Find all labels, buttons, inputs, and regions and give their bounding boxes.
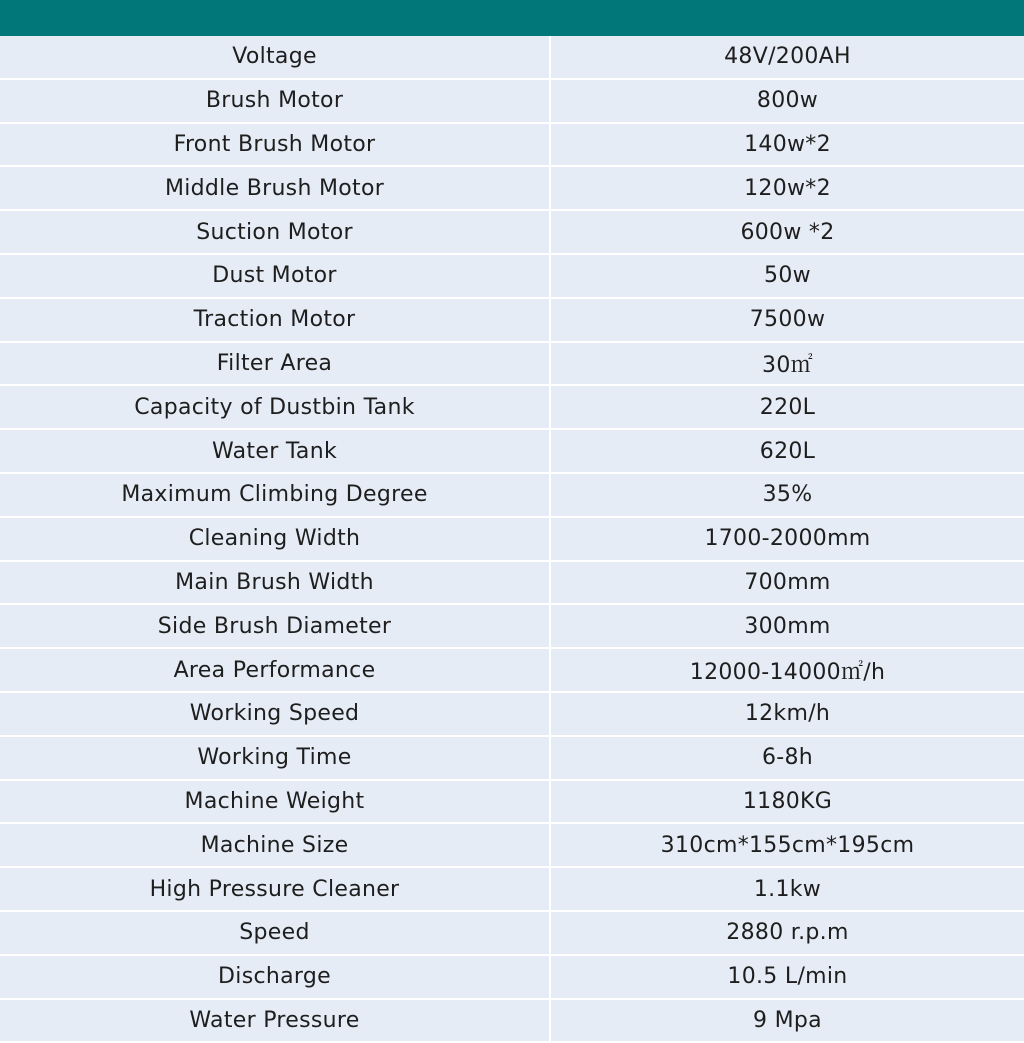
spec-label: Main Brush Width xyxy=(0,561,550,605)
spec-row xyxy=(0,210,1024,254)
spec-row xyxy=(0,648,1024,692)
spec-row xyxy=(0,166,1024,210)
spec-row xyxy=(0,385,1024,429)
spec-row xyxy=(0,517,1024,561)
spec-row xyxy=(0,604,1024,648)
spec-row xyxy=(0,955,1024,999)
spec-label: Water Pressure xyxy=(0,999,550,1043)
spec-label: Suction Motor xyxy=(0,210,550,254)
spec-value: 2880 r.p.m xyxy=(550,911,1024,955)
spec-value: 12000-14000㎡/h xyxy=(550,648,1024,692)
spec-value: 120w*2 xyxy=(550,166,1024,210)
spec-value: 1700-2000mm xyxy=(550,517,1024,561)
spec-row xyxy=(0,123,1024,167)
spec-row xyxy=(0,692,1024,736)
spec-row xyxy=(0,999,1024,1043)
spec-value: 10.5 L/min xyxy=(550,955,1024,999)
spec-value: 30㎡ xyxy=(550,342,1024,386)
spec-value: 310cm*155cm*195cm xyxy=(550,823,1024,867)
spec-row xyxy=(0,780,1024,824)
spec-label: High Pressure Cleaner xyxy=(0,867,550,911)
spec-label: Area Performance xyxy=(0,648,550,692)
spec-table xyxy=(0,36,1024,1043)
spec-row xyxy=(0,867,1024,911)
spec-label: Speed xyxy=(0,911,550,955)
spec-label: Capacity of Dustbin Tank xyxy=(0,385,550,429)
spec-row xyxy=(0,736,1024,780)
spec-value: 35% xyxy=(550,473,1024,517)
spec-label: Dust Motor xyxy=(0,254,550,298)
spec-label: Discharge xyxy=(0,955,550,999)
spec-label: Voltage xyxy=(0,36,550,79)
spec-value: 1180KG xyxy=(550,780,1024,824)
spec-table-body xyxy=(0,36,1024,1042)
spec-value: 300mm xyxy=(550,604,1024,648)
spec-value: 6-8h xyxy=(550,736,1024,780)
spec-row xyxy=(0,36,1024,79)
spec-label: Traction Motor xyxy=(0,298,550,342)
spec-row xyxy=(0,561,1024,605)
spec-label: Working Time xyxy=(0,736,550,780)
spec-value: 800w xyxy=(550,79,1024,123)
spec-row xyxy=(0,429,1024,473)
spec-label: Maximum Climbing Degree xyxy=(0,473,550,517)
spec-label: Middle Brush Motor xyxy=(0,166,550,210)
table-header-bar xyxy=(0,0,1024,36)
spec-row xyxy=(0,342,1024,386)
spec-row xyxy=(0,473,1024,517)
spec-label: Filter Area xyxy=(0,342,550,386)
spec-label: Machine Size xyxy=(0,823,550,867)
spec-value: 220L xyxy=(550,385,1024,429)
spec-value: 7500w xyxy=(550,298,1024,342)
spec-value: 1.1kw xyxy=(550,867,1024,911)
spec-row xyxy=(0,254,1024,298)
spec-row xyxy=(0,79,1024,123)
spec-label: Brush Motor xyxy=(0,79,550,123)
spec-label: Side Brush Diameter xyxy=(0,604,550,648)
spec-value: 620L xyxy=(550,429,1024,473)
spec-value: 700mm xyxy=(550,561,1024,605)
spec-row xyxy=(0,298,1024,342)
spec-label: Water Tank xyxy=(0,429,550,473)
spec-label: Front Brush Motor xyxy=(0,123,550,167)
spec-row xyxy=(0,823,1024,867)
spec-value: 12km/h xyxy=(550,692,1024,736)
spec-value: 9 Mpa xyxy=(550,999,1024,1043)
spec-label: Working Speed xyxy=(0,692,550,736)
spec-value: 48V/200AH xyxy=(550,36,1024,79)
spec-value: 50w xyxy=(550,254,1024,298)
spec-label: Machine Weight xyxy=(0,780,550,824)
spec-value: 600w *2 xyxy=(550,210,1024,254)
spec-row xyxy=(0,911,1024,955)
spec-value: 140w*2 xyxy=(550,123,1024,167)
spec-label: Cleaning Width xyxy=(0,517,550,561)
